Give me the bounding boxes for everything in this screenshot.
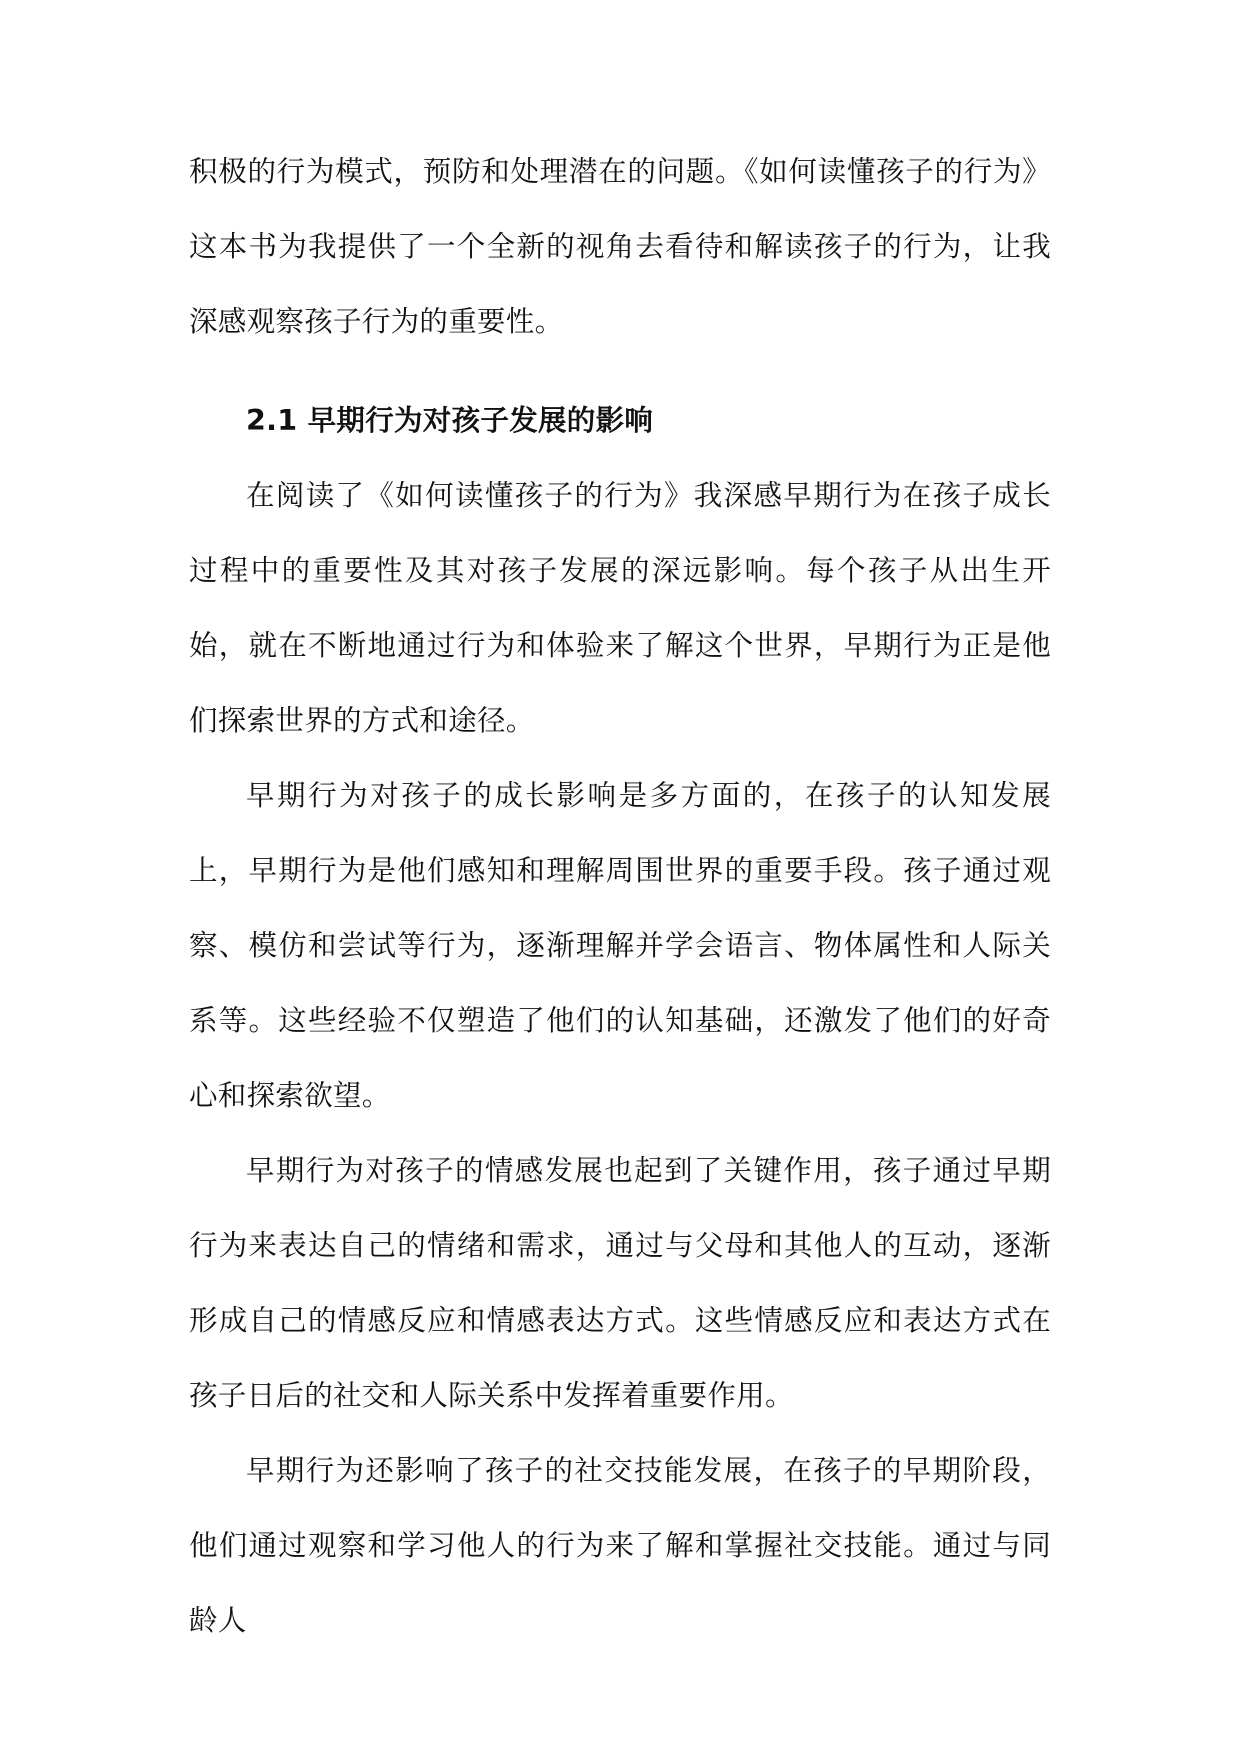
document-body — [189, 134, 1051, 1658]
paragraph-continued: 积极的行为模式，预防和处理潜在的问题。《如何读懂孩子的行为》这本书为我提供了一个全新的视角去看待和解读孩子的行为，让我深感观察孩子行为的重要性。 — [189, 155, 1051, 338]
paragraph-2: 早期行为对孩子的成长影响是多方面的，在孩子的认知发展上，早期行为是他们感知和理解周围世界的重要手段。孩子通过观察、模仿和尝试等行为，逐渐理解并学会语言、物体属性和人际关系等。这些经验不仅塑造了他们的认知基础，还激发了他们的好奇心和探索欲望。 — [189, 779, 1051, 1112]
paragraph-4: 早期行为还影响了孩子的社交技能发展，在孩子的早期阶段，他们通过观察和学习他人的行为来了解和掌握社交技能。通过与同龄人 — [189, 1454, 1051, 1637]
section-heading-2-1: 2.1 早期行为对孩子发展的影响 — [246, 404, 654, 437]
paragraph-1: 在阅读了《如何读懂孩子的行为》我深感早期行为在孩子成长过程中的重要性及其对孩子发展的深远影响。每个孩子从出生开始，就在不断地通过行为和体验来了解这个世界，早期行为正是他们探索世界的方式和途径。 — [189, 479, 1051, 737]
paragraph-3: 早期行为对孩子的情感发展也起到了关键作用，孩子通过早期行为来表达自己的情绪和需求，通过与父母和其他人的互动，逐渐形成自己的情感反应和情感表达方式。这些情感反应和表达方式在孩子日后的社交和人际关系中发挥着重要作用。 — [189, 1154, 1051, 1412]
